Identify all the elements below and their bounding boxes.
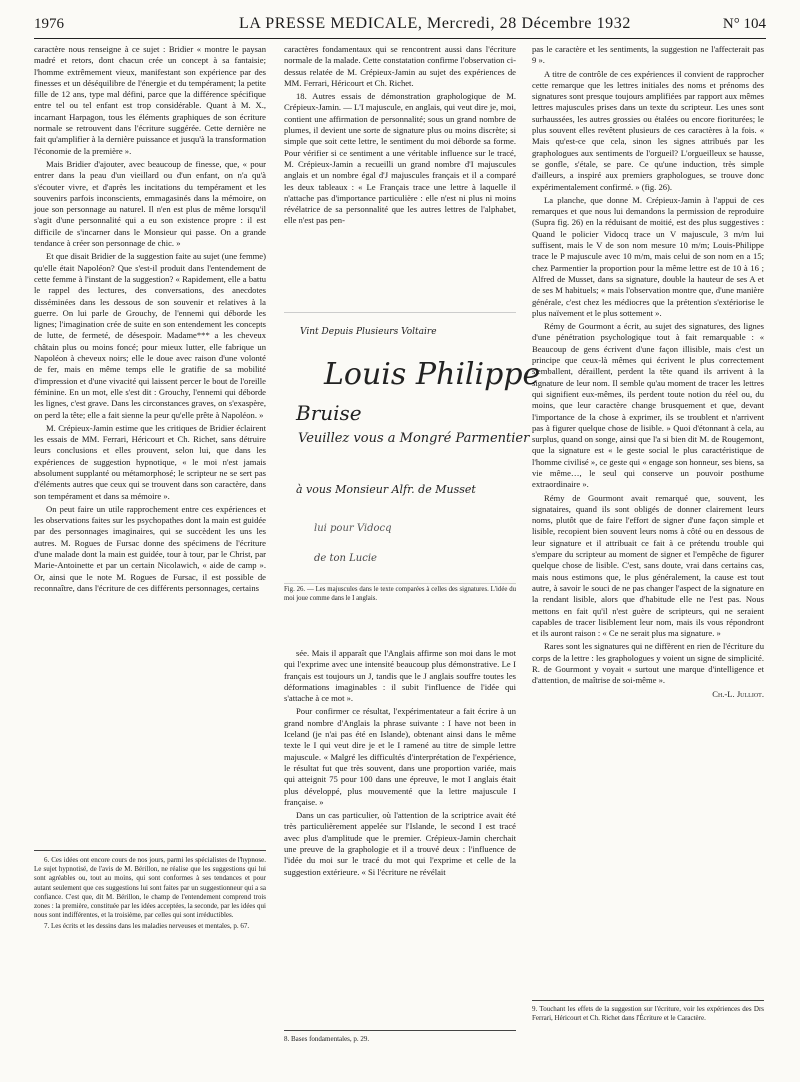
paragraph: M. Crépieux-Jamin estime que les critiques de Bridier éclairent les essais de MM. Ferrari, Héricourt et Ch. Richet, sans détruire leurs conclusions et elles prouvent, selon lui, que dans les expériences de suggestion hypnotique, « le moi n'est jamais absolument supplanté ou métamorphosé; le scripteur ne se sert pas d'éléments autres que ceux qui se trouvent dans son caractère, dans son tempérament et dans sa mémoire ».	[34, 422, 266, 501]
signature-bruise: Bruise	[296, 401, 362, 425]
paragraph: Rémy de Gourmont a écrit, au sujet des signatures, des lignes d'une pénétration psychologique tout à fait remarquable : « Beaucoup de gens écrivent d'une façon illisible, mais c'est un principe que ceux-là mêmes qui écrivent le plus correctement s'emballent, déraillent, perdent la tête quand ils arrivent à la signature de leur nom. Il semble qu'au moment de tracer les lettres qui signifient eux-mêmes, ils perdent toute notion du réel ou, du moins, que leur caractère change brusquement et que, devant l'importance de la chose à exprimer, ils se troublent et n'arrivent pas à figurer quelque chose de lisible. » Quoi d'étonnant à cela, au surplus, quand on songe, ainsi que l'a si bien dit M. de Rougemont, que la signature est « le geste social le plus caractéristique de l'homme civilisé », ce geste qui « engage son honneur, ses biens, sa vie même…, le seul qui conserve un pouvoir posthume extraordinaire ».	[532, 321, 764, 490]
paragraph: La planche, que donne M. Crépieux-Jamin à l'appui de ces remarques et que nous lui demandons la permission de reproduire (Supra fig. 26) en la réduisant de moitié, est des plus suggestives : Quand le policier Vidocq trace un V majuscule, 3 m/m lui suffisent, mais le V de son nom mesure 10 m/m; Louis-Philippe trace le P majuscule avec 10 m/m, mais celui de son nom en a 15; chez Parmentier la proportion pour la même lettre est de 10 à 16 ; Alfred de Musset, dans sa signature, double la hauteur de ses A et de ses M habituels; « mais l'observation montre que, d'une manière générale, c'est chez les médiocres que la prétention s'extériorise le plus naïvement et le plus sottement ».	[532, 194, 764, 318]
paragraph: Mais Bridier d'ajouter, avec beaucoup de finesse, que, « pour entrer dans la peau d'un vieillard ou d'un enfant, on n'a qu'à s'écouter vivre, et d'après les incitations du tempérament et les souvenirs parfois inconscients, emmagasinés dans la mémoire, on joue son personnage au naturel. Il n'en est plus de même lorsqu'il s'agit d'une personnalité qui a eu son existence propre : il est difficile de s'incarner dans le Monsieur qui passe. On a grande tendance à créer son personnage de chic. »	[34, 158, 266, 249]
signature-parmentier: Veuillez vous a Mongré Parmentier	[298, 431, 530, 446]
paragraph: Et que disait Bridier de la suggestion faite au sujet (une femme) qu'elle était Napoléon? Que s'est-il produit dans l'entendement de cette femme à l'instant de la suggestion? « Rapidement, elle a battu le rappel des lectures, des conversations, des anecdotes disséminées dans les dessous de son souvenir et relatives à la guerre. On lui parle de Grouchy, de l'ennemi qui déborde les lignes; l'imagination crée de suite en son entendement les concepts de lutte, de fermeté, de désespoir. Madame*** a les cheveux châtain plus ou moins foncé; pour mieux lutter, elle fabrique un Napoléon à cheveux noirs; elle le doue avec raison d'une volonté de fer, mais en même temps elle le gratifie de sa mobilité d'impression et d'une vivacité qui laissent percer le bout de l'oreille féminine. En un mot, elle s'est dit : Grouchy, l'ennemi qui déborde les lignes, c'est grave. Dans les circonstances graves, on s'exaspère, on perd la tête; elle a fait sienne la peur qu'elle prête à Napoléon. »	[34, 251, 266, 420]
column-2-bottom	[284, 648, 516, 880]
paragraph: Pour confirmer ce résultat, l'expérimentateur a fait écrire à un grand nombre d'Anglais la phrase suivante : I have not been in Iceland (je n'ai pas été en Islande), obtenant ainsi dans le même texte le I qui veut dire je et le I ramené au titre de simple lettre majuscule. « Malgré les difficultés d'interprétation de l'expérience, le résultat fut que très souvent, dans une proportion variée, mais qui atteignit 75 pour 100 dans une épreuve, le mot I anglais était plus développé, plus mouvementé que la lettre majuscule I française. »	[284, 706, 516, 807]
paragraph: caractère nous renseigne à ce sujet : Bridier « montre le paysan madré et retors, dont chacun crée un concept à sa fantaisie; l'homme extrêmement vieux, manifestant son expérience par des finesses et un déséquilibre de l'énergie et du tempérament; la petite fille de 12 ans, type mal défini, parce que la différence spécifique entre tel ou tel enfant est trop considérable. Quant à M. X., incarnant Harpagon, tous les éléments graphiques de son écriture normale se retrouvent dans l'écriture suggérée. Cette dernière ne fait qu'amplifier à la dernière puissance et jusqu'à la transformation l'économie de la première ».	[34, 44, 266, 156]
footnote-col3: 9. Touchant les effets de la suggestion sur l'écriture, voir les expériences des Drs Ferrari, Héricourt et Ch. Richet dans l'Écriture et le Caractère.	[532, 1000, 764, 1023]
column-2-top	[284, 44, 516, 294]
paragraph: On peut faire un utile rapprochement entre ces expériences et les observations faites sur les psychopathes dont la main est guidée par des personnages imaginaires, qui se succèdent les uns les autres. M. Rogues de Fursac donne des spécimens de l'écriture d'une malade dont la main est guidée, tour à tour, par le Christ, par Marie-Antoinette et par un certain Nicolawich, « aide de camp ». Or, ainsi que le note M. Rogues de Fursac, il est possible de reconnaître, dans l'écriture de ces différents personnages, certains	[34, 503, 266, 593]
issue-number: N° 104	[722, 16, 766, 32]
footnote-col2: 8. Bases fondamentales, p. 29.	[284, 1030, 516, 1043]
section-paragraph: 18. Autres essais de démonstration graphologique de M. Crépieux-Jamin. — L'I majuscule, en anglais, qui veut dire je, moi, contient une affirmation de personnalité; sous un grand nombre de plumes, il devient une sorte de signature plus ou moins discrète; si simple que soit cette lettre, le sentiment du moi déborde sa forme. Pour vérifier si ce sentiment a une véritable influence sur le tracé, M. Crépieux-Jamin a recueilli un grand nombre d'I majuscules anglais et un nombre égal d'J majuscules français et il a comparé les deux tableaux : « Le Français trace une lettre à laquelle il n'attache pas d'importance particulière : elle n'est ni plus ni moins révélatrice de sa personnalité que les autres lettres de l'alphabet, elle n'est pas pen-	[284, 91, 516, 226]
paragraph: A titre de contrôle de ces expériences il convient de rapprocher cette remarque que les lettres initiales des noms et prénoms des signatures sont presque toujours amplifiées par rapport aux mêmes lettres majuscules prises dans un texte du scripteur. Les unes sont surhaussées, les autres grossies ou étalées ou encore fioriturées; le plus souvent elles revêtent plusieurs de ces caractères à la fois. « Mais qu'est-ce que cela, sinon les signes attribués par les graphologues aux sentiments de l'orgueil? L'orgueilleux se hausse, se gonfle, s'étale, se pare. Ce qu'une induction, très simple d'ailleurs, a inspiré aux premiers graphologues, se trouve donc expérimentalement confirmé. » (fig. 26).	[532, 68, 764, 192]
paragraph: Rémy de Gourmont avait remarqué que, souvent, les signataires, quand ils sont obligés de donner clairement leurs noms, plutôt que de faire l'effort de signer d'une façon simple et lisible, recopient bien souvent leurs noms à côté ou en dessous de leur signature et il attribuait ce fait à ce prétendu trouble qui s'empare du scripteur au moment de signer et l'empêche de figurer quelque chose de lisible. C'est, sans doute, vrai dans certains cas, mais nous estimons que, le plus généralement, la cause est tout autre, à savoir le souci de ne pas changer l'aspect de la signature en la rendant lisible, alors que d'habitude elle ne l'est pas. Nous mettons en fait qu'il n'est guère de scripteurs, qui ne seraient capables de tracer lisiblement leur nom, mais ils vous répondront et ils auront raison : « Ce ne serait plus ma signature. »	[532, 492, 764, 639]
footnote: 7. Les écrits et les dessins dans les maladies nerveuses et mentales, p. 67.	[44, 922, 250, 931]
paragraph: Dans un cas particulier, où l'attention de la scriptrice avait été très particulièrement appelée sur l'Islande, le second I est tracé avec plus d'amplitude que le premier. Crépieux-Jamin cherchait une preuve de la graphologie et il a trouvé deux : l'influence de l'idée du moi sur le tracé du mot qui l'exprime et celle de la suggestion extérieure. « Si l'écriture ne révélait	[284, 810, 516, 877]
journal-title: LA PRESSE MEDICALE, Mercredi, 28 Décembre 1932	[239, 15, 631, 32]
signature-voltaire: Vint Depuis Plusieurs Voltaire	[300, 327, 437, 337]
signatures-figure	[284, 312, 541, 584]
column-3	[532, 44, 764, 702]
paragraph: sée. Mais il apparaît que l'Anglais affirme son moi dans le mot qui l'exprime avec une intensité beaucoup plus démonstrative. Le I français est toujours un J, tandis que le J anglais souffre toutes les déformations imaginables : il subit l'influence de l'idée qui s'attache à ce mot ».	[284, 648, 516, 704]
page-header	[34, 12, 766, 39]
signature-musset: à vous Monsieur Alfr. de Musset	[296, 483, 476, 496]
footnote: 6. Ces idées ont encore cours de nos jours, parmi les spécialistes de l'hypnose. Le sujet hypnotisé, de l'avis de M. Bérillon, ne réalise que les suggestions qui lui sont agréables ou, tout au moins, qui sont conformes à ses tendances et pour autant seulement que ces suggestions lui sont faites par un suggestionneur qui a sa confiance. C'est que, dit M. Bérillon, le champ de l'entendement comprend trois zones : la première, constituée par les idées acceptées, la seconde, par les idées qui nous sont indifférentes, et la troisième, par celles qui sont irréductibles.	[34, 856, 266, 920]
paragraph: pas le caractère et les sentiments, la suggestion ne l'affecterait pas 9 ».	[532, 44, 764, 66]
signature-lucie: de ton Lucie	[314, 553, 377, 564]
author-signature: Ch.-L. Julliot.	[712, 688, 764, 699]
page-number: 1976	[34, 16, 64, 32]
paragraph: caractères fondamentaux qui se rencontrent aussi dans l'écriture normale de la malade. Cette constatation confirme l'observation ci-dessus relatée de M. Crépieux-Jamin au sujet des expériences de MM. Ferrari, Héricourt et Ch. Richet.	[284, 44, 516, 88]
footnotes-col1	[34, 850, 266, 934]
signature-louis-philippe: Louis Philippe	[324, 357, 541, 392]
paragraph: Rares sont les signatures qui ne diffèrent en rien de l'écriture du corps de la lettre : les graphologues y voient un signe de simplicité. R. de Gourmont y voyait « surtout une marque d'intelligence et d'attention, de maîtrise de soi-même ».	[532, 641, 764, 686]
figure-caption: Fig. 26. — Les majuscules dans le texte comparées à celles des signatures. L'idée du moi joue comme dans le I anglais.	[284, 586, 516, 602]
column-1	[34, 44, 266, 844]
signature-vidocq: lui pour Vidocq	[314, 523, 392, 534]
